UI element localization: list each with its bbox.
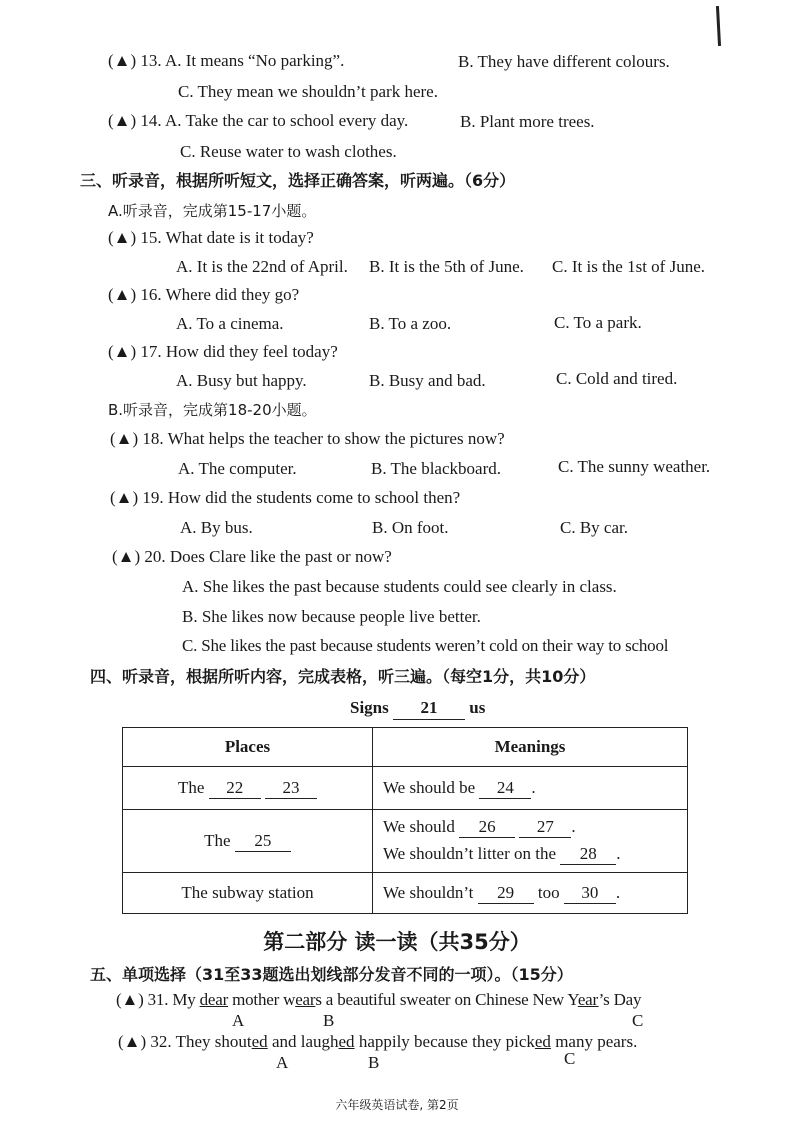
row2-place-pre: The [204,830,231,850]
q14-option-a: A. Take the car to school every day. [164,111,409,130]
q16-option-b: B. To a zoo. [369,314,452,333]
table-row [123,873,688,914]
signs-table [122,727,688,914]
q19-option-c: C. By car. [560,518,628,537]
row3-place: The subway station [123,873,373,914]
q31-underline-a: dear [199,990,229,1009]
q15-question: What date is it today? [165,228,314,247]
q15-row [108,227,314,249]
row3-meaning [373,873,688,914]
q16-option-c: C. To a park. [554,313,642,332]
q20-number: (▲) 20. [112,547,166,566]
q20-question: Does Clare like the past or now? [169,547,392,566]
q31-label-a: A [232,1011,245,1030]
q31-text1: My [172,990,200,1009]
q16-option-a: A. To a cinema. [176,314,284,333]
row3-meaning-mid: too [537,882,560,902]
q32-underline-c: ed [534,1032,551,1051]
blank-24[interactable]: 24 [479,778,531,799]
q32-label-c: C [564,1049,576,1068]
q32-row [118,1031,637,1053]
row1-meaning-pre: We should be [383,777,476,797]
q16-number: (▲) 16. [108,285,162,304]
blank-25[interactable]: 25 [235,831,291,852]
q20-option-c: C. She likes the past because students weren’t cold on their way to school [182,636,669,655]
col-header-meanings: Meanings [373,728,688,767]
q18-number: (▲) 18. [110,429,164,448]
scan-mark [716,6,721,46]
table-row [123,767,688,810]
q31-label-c: C [632,1011,644,1030]
table-header-row [123,728,688,767]
row2-meaning2-post: . [616,844,621,863]
row3-meaning-pre: We shouldn’t [383,882,474,902]
q31-number: (▲) 31. [116,990,169,1009]
row2-meaning2-pre: We shouldn’t litter on the [383,844,557,863]
q19-question: How did the students come to school then? [167,488,461,507]
q19-number: (▲) 19. [110,488,164,507]
q14-option-b: B. Plant more trees. [460,112,595,131]
q19-option-b: B. On foot. [372,518,449,537]
q13-option-b: B. They have different colours. [458,52,670,71]
q15-option-a: A. It is the 22nd of April. [176,257,348,276]
blank-27[interactable]: 27 [519,817,571,838]
row2-meaning-post: . [571,817,576,836]
q31-underline-b: ear [295,990,316,1009]
row1-meaning-post: . [531,777,536,797]
q17-option-b: B. Busy and bad. [369,371,486,390]
q16-row [108,284,299,306]
q32-underline-a: ed [251,1032,268,1051]
q14-row [108,110,408,132]
q17-row [108,341,338,363]
q31-text4: ’s Day [598,990,642,1009]
q19-option-a: A. By bus. [180,518,253,537]
section3-sub-b: B.听录音，完成第18-20小题。 [108,401,317,419]
q32-underline-b: ed [338,1032,355,1051]
q32-text3: happily because they pick [354,1032,535,1051]
q20-option-a: A. She likes the past because students could see clearly in class. [182,577,617,596]
q13-number: (▲) 13. [108,51,162,70]
blank-23[interactable]: 23 [265,778,317,799]
row2-meaning [373,810,688,873]
q13-row [108,50,344,72]
section3-title: 三、听录音，根据所听短文，选择正确答案，听两遍。（6分） [80,171,516,190]
q14-option-c: C. Reuse water to wash clothes. [180,142,397,161]
blank-28[interactable]: 28 [560,844,616,865]
row3-meaning-post: . [615,882,621,902]
q18-option-a: A. The computer. [178,459,297,478]
q13-option-c: C. They mean we shouldn’t park here. [178,82,438,101]
part2-title: 第二部分 读一读（共35分） [263,930,531,954]
q16-question: Where did they go? [165,285,300,304]
row2-meaning-line1 [383,817,679,838]
q32-label-b: B [368,1053,380,1072]
row1-place-pre: The [178,777,205,797]
col-header-places: Places [123,728,373,767]
q14-number: (▲) 14. [108,111,162,130]
blank-26[interactable]: 26 [459,817,515,838]
row1-meaning [373,767,688,810]
q20-option-b: B. She likes now because people live better. [182,607,481,626]
q18-option-b: B. The blackboard. [371,459,501,478]
q17-question: How did they feel today? [165,342,338,361]
blank-29[interactable]: 29 [478,883,534,904]
q31-label-b: B [323,1011,335,1030]
q17-number: (▲) 17. [108,342,162,361]
q31-text2: mother w [228,990,296,1009]
q15-option-b: B. It is the 5th of June. [369,257,524,276]
page-footer: 六年级英语试卷, 第2页 [335,1098,459,1112]
table-title [350,697,485,720]
q18-option-c: C. The sunny weather. [558,457,711,476]
q20-row [112,546,392,568]
blank-30[interactable]: 30 [564,883,616,904]
q17-option-c: C. Cold and tired. [556,369,678,388]
q32-text2: and laugh [267,1032,339,1051]
q18-row [110,428,505,450]
q13-option-a: A. It means “No parking”. [164,51,345,70]
table-row [123,810,688,873]
q32-label-a: A [276,1053,289,1072]
section5-title: 五、单项选择（31至33题选出划线部分发音不同的一项）。（15分） [90,965,573,984]
q32-text4: many pears. [550,1032,638,1051]
section4-title: 四、听录音，根据所听内容，完成表格，听三遍。（每空1分，共10分） [90,667,596,686]
row2-place [123,810,373,873]
q31-text3: s a beautiful sweater on Chinese New Y [315,990,578,1009]
row2-meaning-line2 [383,844,679,865]
q18-question: What helps the teacher to show the pictures now? [167,429,505,448]
blank-22[interactable]: 22 [209,778,261,799]
q32-number: (▲) 32. [118,1032,172,1051]
q31-underline-c: ear [577,990,599,1009]
q17-option-a: A. Busy but happy. [176,371,307,390]
table-title-pre: Signs [350,698,389,717]
row1-place [123,767,373,810]
section3-sub-a: A.听录音，完成第15-17小题。 [108,202,317,220]
table-title-post: us [469,698,486,717]
q15-option-c: C. It is the 1st of June. [552,257,705,276]
blank-21[interactable]: 21 [393,697,465,720]
q19-row [110,487,460,509]
q31-row [116,989,641,1011]
q15-number: (▲) 15. [108,228,162,247]
q32-text1: They shout [175,1032,252,1051]
row2-meaning-pre: We should [383,817,455,836]
